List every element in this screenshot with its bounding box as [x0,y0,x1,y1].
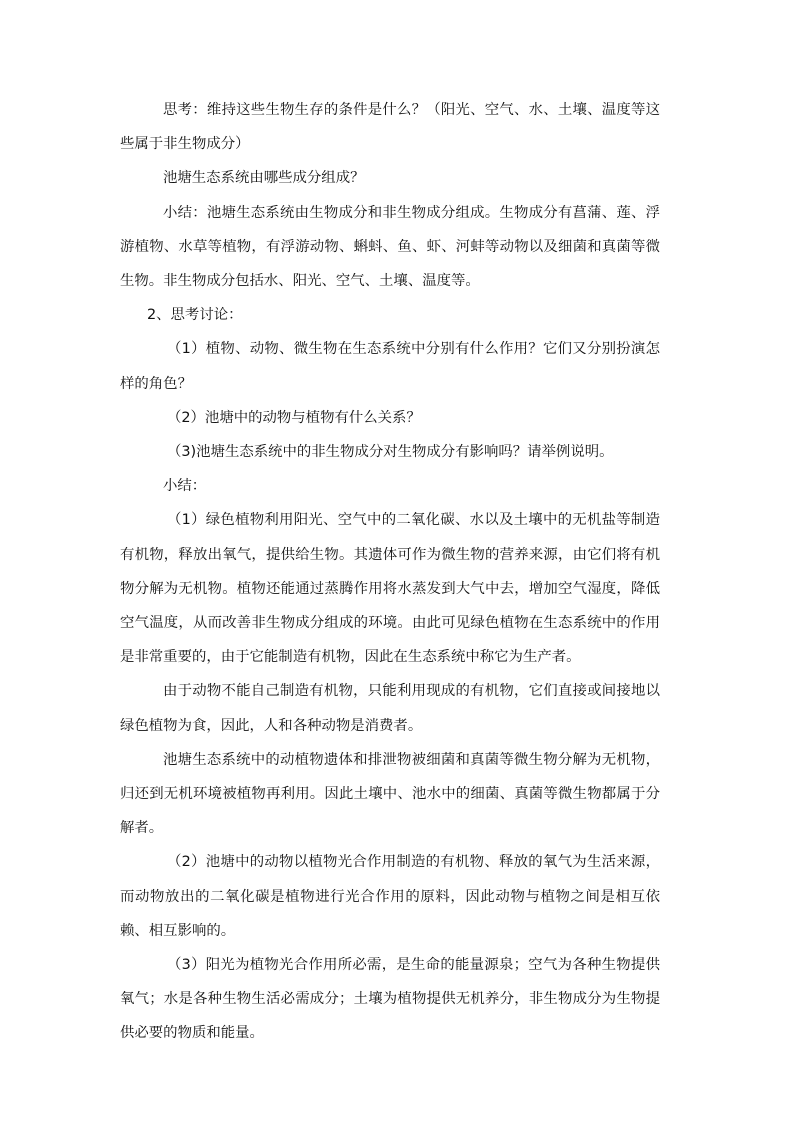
paragraph-summary-heading: 小结： [163,478,207,495]
paragraph-question-2: （2）池塘中的动物与植物有什么关系？ [167,409,421,426]
paragraph-answer-2: （2）池塘中的动物以植物光合作用制造的有机物、释放的氧气为生活来源，而动物放出的二氧化碳是植物进行光合作用的原料，因此动物与植物之间是相互依赖、相互影响的。 [120,854,660,939]
paragraph-answer-3: （3）阳光为植物光合作用所必需，是生命的能量源泉；空气为各种生物提供氧气；水是各种生物生活必需成分；土壤为植物提供无机养分，非生物成分为生物提供必要的物质和能量。 [120,957,660,1042]
paragraph-answer-1-decomposers: 池塘生态系统中的动植物遗体和排泄物被细菌和真菌等微生物分解为无机物，归还到无机环境被植物再利用。因此土壤中、池水中的细菌、真菌等微生物都属于分解者。 [120,751,660,837]
paragraph-answer-1-consumers: 由于动物不能自己制造有机物，只能利用现成的有机物，它们直接或间接地以绿色植物为食，因此，人和各种动物是消费者。 [120,683,660,734]
paragraph-thinking-conditions: 思考：维持这些生物生存的条件是什么？（阳光、空气、水、土壤、温度等这些属于非生物成分） [120,102,660,153]
paragraph-summary-components: 小结：池塘生态系统由生物成分和非生物成分组成。生物成分有菖蒲、莲、浮游植物、水草等植物，有浮游动物、蝌蚪、鱼、虾、河蚌等动物以及细菌和真菌等微生物。非生物成分包括水、阳光、空气、土壤、温度等。 [120,204,660,290]
paragraph-answer-1-producers: （1）绿色植物利用阳光、空气中的二氧化碳、水以及土壤中的无机盐等制造有机物，释放出氧气，提供给生物。其遗体可作为微生物的营养来源，由它们将有机物分解为无机物。植物还能通过蒸腾作用将水蒸发到大气中去，增加空气湿度，降低空气温度，从而改善非生物成分组成的环境。由此可见绿色植物在生态系统中的作用是非常重要的，由于它能制造有机物，因此在生态系统中称它为生产者。 [120,512,660,666]
paragraph-discussion-heading: 2、思考讨论： [147,307,243,324]
document-body [120,93,660,1051]
paragraph-question-1: （1）植物、动物、微生物在生态系统中分别有什么作用？它们又分别扮演怎样的角色？ [120,341,660,392]
paragraph-question-3: （3)池塘生态系统中的非生物成分对生物成分有影响吗？请举例说明。 [167,444,614,461]
paragraph-pond-components-question: 池塘生态系统由哪些成分组成？ [163,170,365,187]
